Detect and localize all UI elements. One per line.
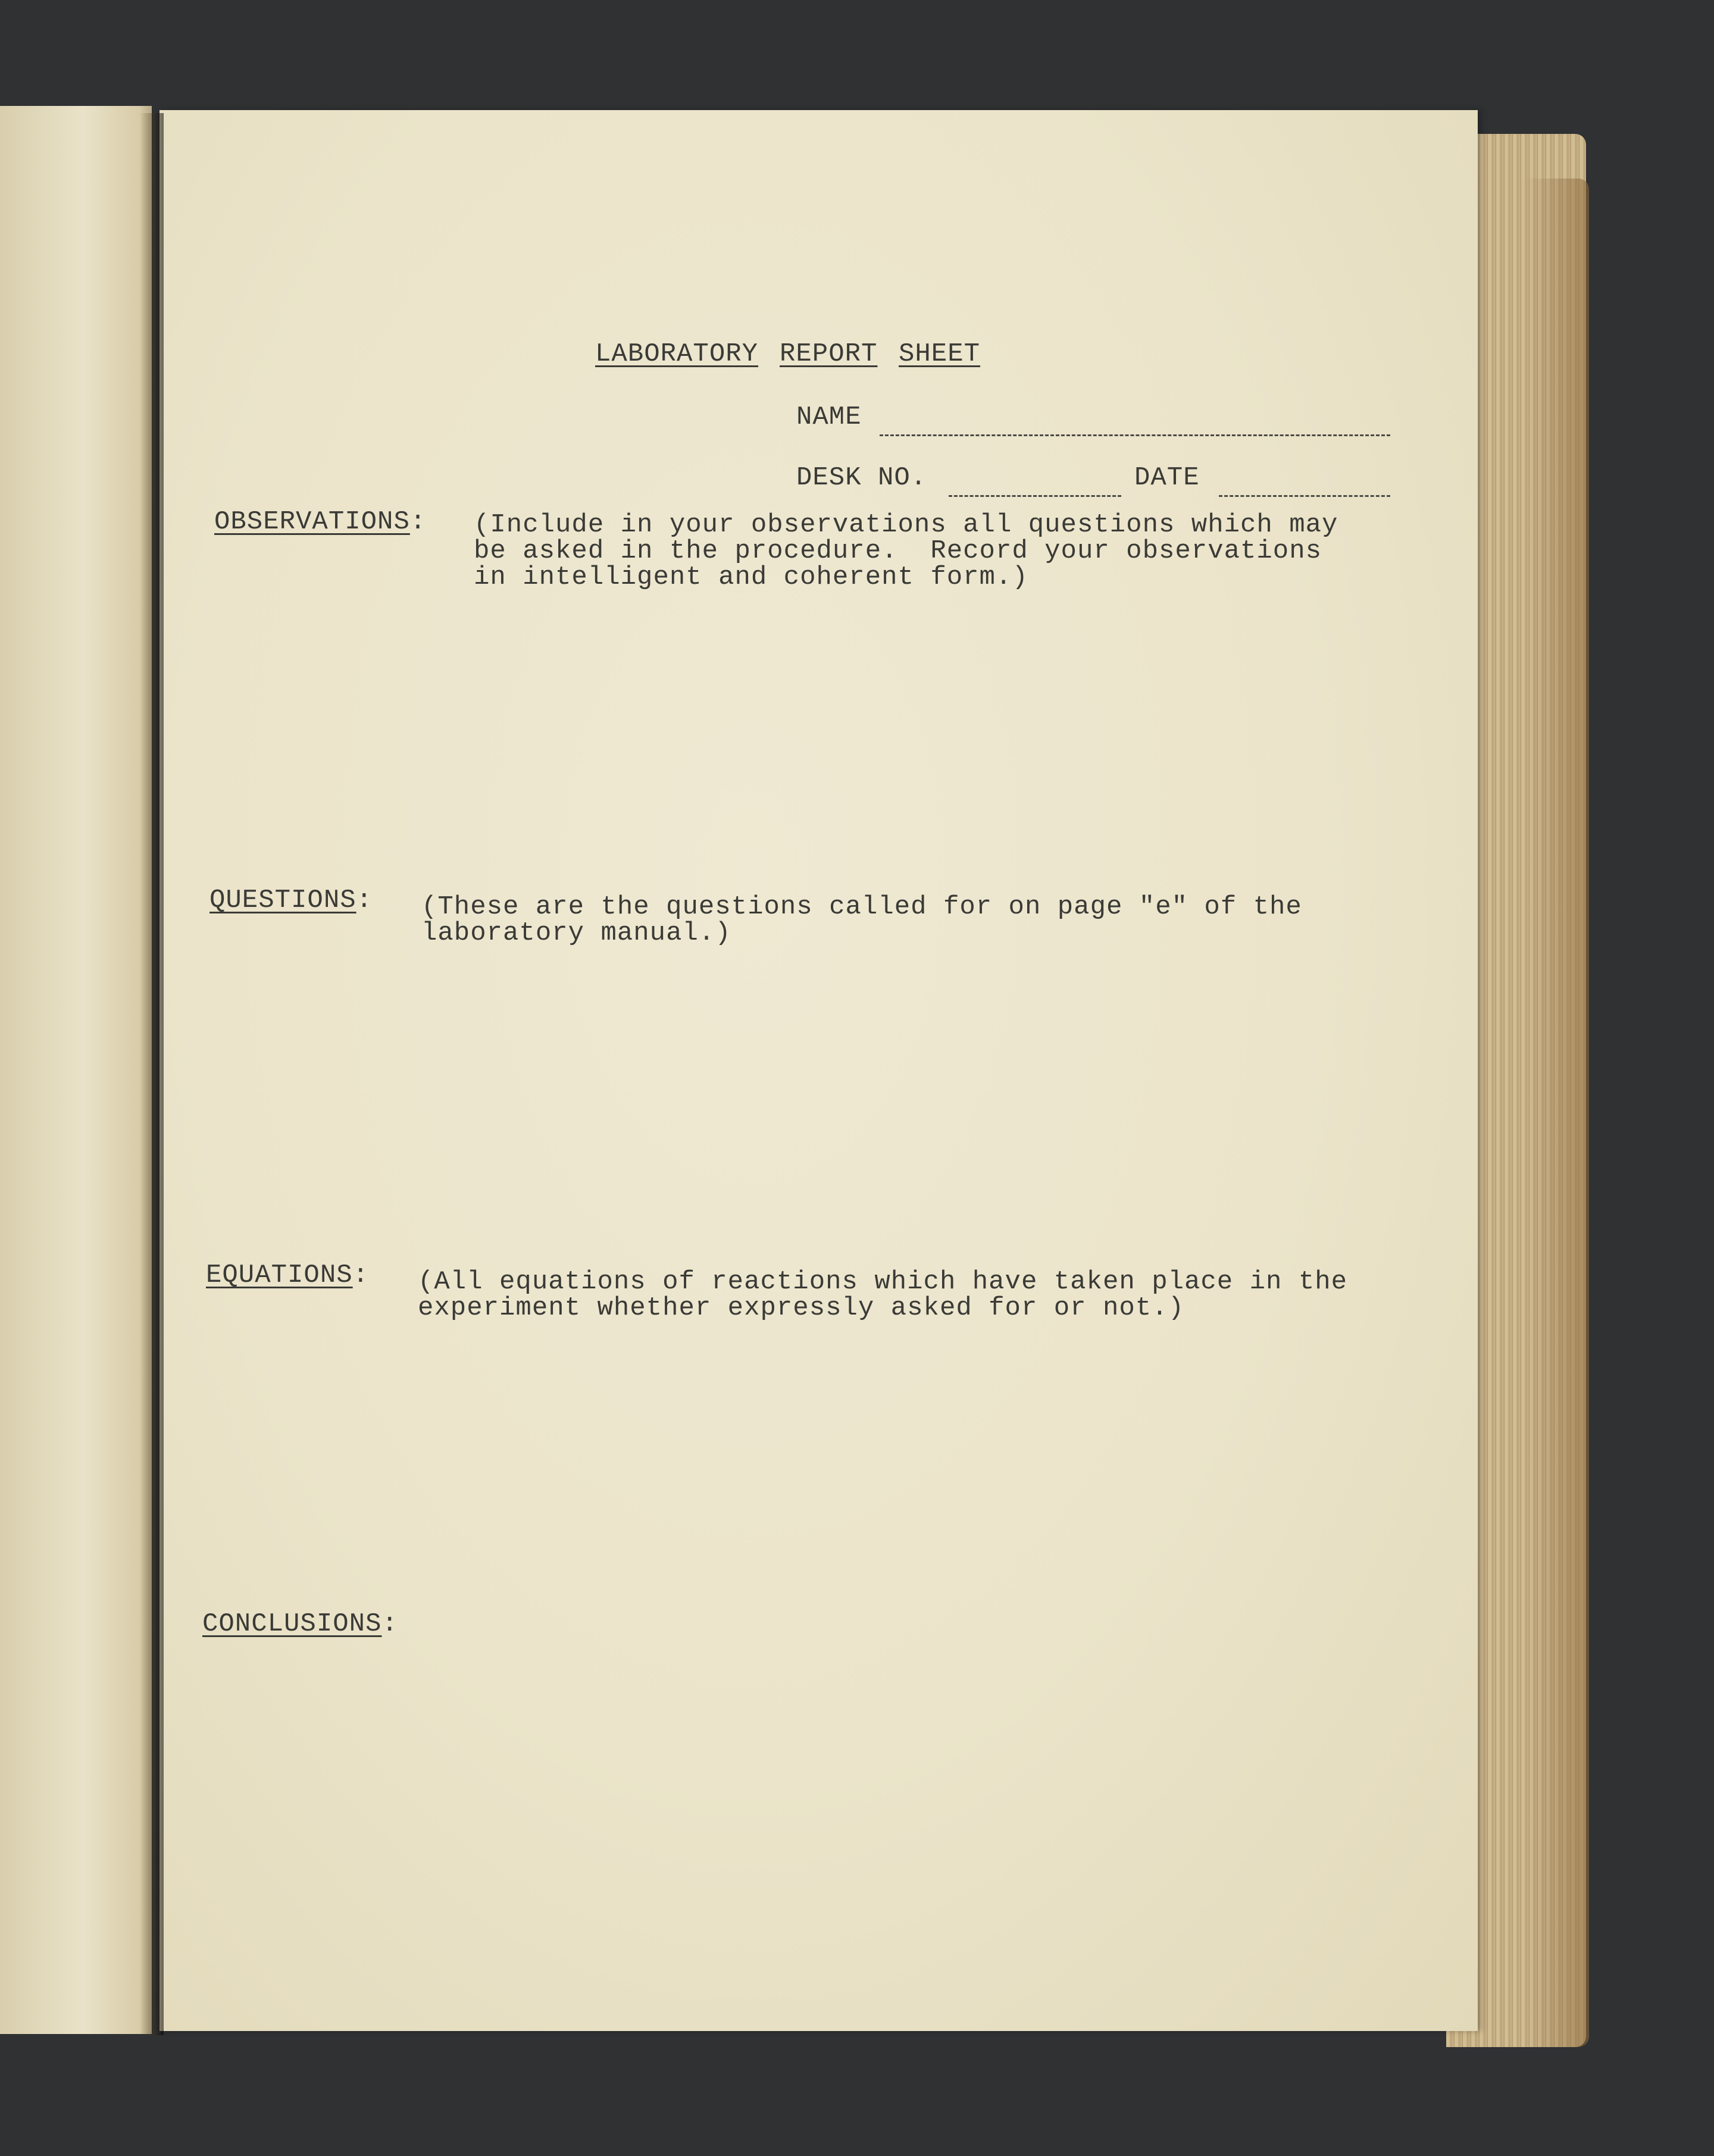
report-sheet-page [159, 110, 1478, 2031]
observations-line-2: be asked in the procedure. Record your observations [474, 536, 1322, 566]
desk-number-blank-line[interactable] [949, 495, 1121, 497]
observations-instructions [474, 512, 1338, 590]
title-word-report: REPORT [780, 339, 878, 369]
observations-colon: : [409, 507, 427, 537]
observations-label: OBSERVATIONS [214, 507, 410, 537]
title-word-sheet: SHEET [899, 339, 981, 369]
equations-instructions [418, 1269, 1347, 1321]
questions-heading [209, 887, 373, 914]
book-gutter [140, 113, 164, 2035]
name-blank-line[interactable] [880, 434, 1390, 436]
observations-line-1: (Include in your observations all questions which may [474, 510, 1338, 540]
name-label: NAME [796, 402, 862, 432]
observations-heading [214, 508, 426, 536]
conclusions-heading [202, 1610, 398, 1638]
observations-line-3: in intelligent and coherent form.) [474, 562, 1028, 592]
page-edge-shadow [1524, 179, 1589, 2047]
equations-line-2: experiment whether expressly asked for or not.) [418, 1293, 1185, 1323]
conclusions-label: CONCLUSIONS [202, 1609, 382, 1639]
questions-colon: : [356, 885, 373, 915]
equations-heading [206, 1262, 369, 1289]
desk-number-label: DESK NO. [796, 463, 927, 493]
date-blank-line[interactable] [1219, 495, 1390, 497]
conclusions-colon: : [381, 1609, 398, 1639]
equations-colon: : [352, 1260, 370, 1290]
title-word-laboratory: LABORATORY [595, 339, 759, 369]
questions-label: QUESTIONS [209, 885, 356, 915]
date-label: DATE [1134, 463, 1200, 493]
left-facing-page [0, 106, 152, 2034]
equations-line-1: (All equations of reactions which have taken place in the [418, 1267, 1348, 1297]
questions-line-1: (These are the questions called for on page "e" of the [421, 892, 1302, 922]
questions-instructions [421, 894, 1302, 946]
questions-line-2: laboratory manual.) [421, 918, 731, 948]
equations-label: EQUATIONS [206, 1260, 353, 1290]
